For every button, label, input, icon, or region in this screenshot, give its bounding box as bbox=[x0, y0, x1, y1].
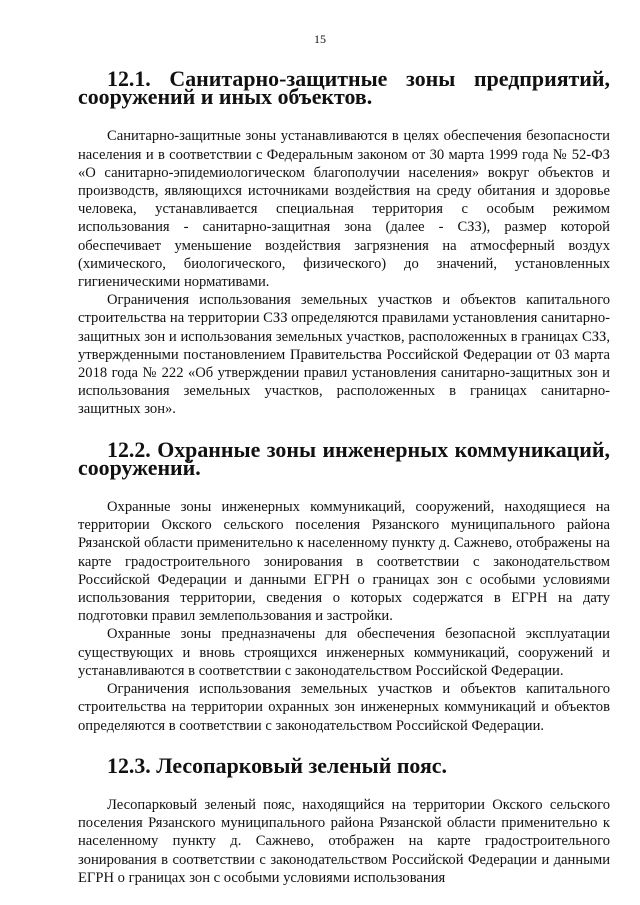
page-number: 15 bbox=[314, 32, 326, 46]
paragraph: Ограничения использования земельных участков и объектов капитального строительства на территории СЗЗ определяются правилами установления санитарно-защитных зон и использования земельных участков, расположенных в границах СЗЗ, утвержденными постановлением Правительства Российской Федерации от 03 марта 2018 года № 222 «Об утверждении правил установления санитарно-защитных зон и использования земельных участков, расположенных в границах санитарно-защитных зон». bbox=[78, 292, 610, 418]
section-heading-12-1: 12.1. Санитарно-защитные зоны предприятий, сооружений и иных объектов. bbox=[78, 66, 610, 110]
paragraph: Охранные зоны инженерных коммуникаций, сооружений, находящиеся на территории Окского сельского поселения Рязанского муниципального района Рязанской области применительно к населенному пункту д. Сажнево, отображены на карте градостроительного зонирования в соответствии с законодательством Российской Федерации и данными ЕГРН о границах зон с особыми условиями использования территории, сведения о которых содержатся в ЕГРН на дату подготовки правил землепользования и застройки. bbox=[78, 499, 610, 625]
paragraph: Охранные зоны предназначены для обеспечения безопасной эксплуатации существующих и вновь строящихся инженерных коммуникаций, сооружений и устанавливаются в соответствии с законодательством Российской Федерации. bbox=[78, 626, 610, 679]
section-heading-12-3: 12.3. Лесопарковый зеленый пояс. bbox=[107, 752, 447, 778]
paragraph: Ограничения использования земельных участков и объектов капитального строительства на территории охранных зон инженерных коммуникаций и объектов определяются в соответствии с законодательством Российской Федерации. bbox=[78, 681, 610, 734]
paragraph: Санитарно-защитные зоны устанавливаются в целях обеспечения безопасности населения и в соответствии с Федеральным законом от 30 марта 1999 года № 52-ФЗ «О санитарно-эпидемиологическом благополучии населения» вокруг объектов и производств, являющихся источниками воздействия на среду обитания и здоровье человека, устанавливается специальная территория с особым режимом использования - санитарно-защитная зона (далее - СЗЗ), размер которой обеспечивает уменьшение воздействия загрязнения на атмосферный воздух (химического, биологического, физического) до значений, установленных гигиеническими нормативами. bbox=[78, 128, 610, 291]
section-heading-12-2: 12.2. Охранные зоны инженерных коммуникаций, сооружений. bbox=[78, 436, 610, 480]
paragraph: Лесопарковый зеленый пояс, находящийся на территории Окского сельского поселения Рязанского муниципального района Рязанской области применительно к населенному пункту д. Сажнево, отображен на карте градостроительного зонирования в соответствии с законодательством Российской Федерации и данными ЕГРН о границах зон с особыми условиями использования bbox=[78, 796, 610, 886]
document-body bbox=[78, 66, 610, 887]
